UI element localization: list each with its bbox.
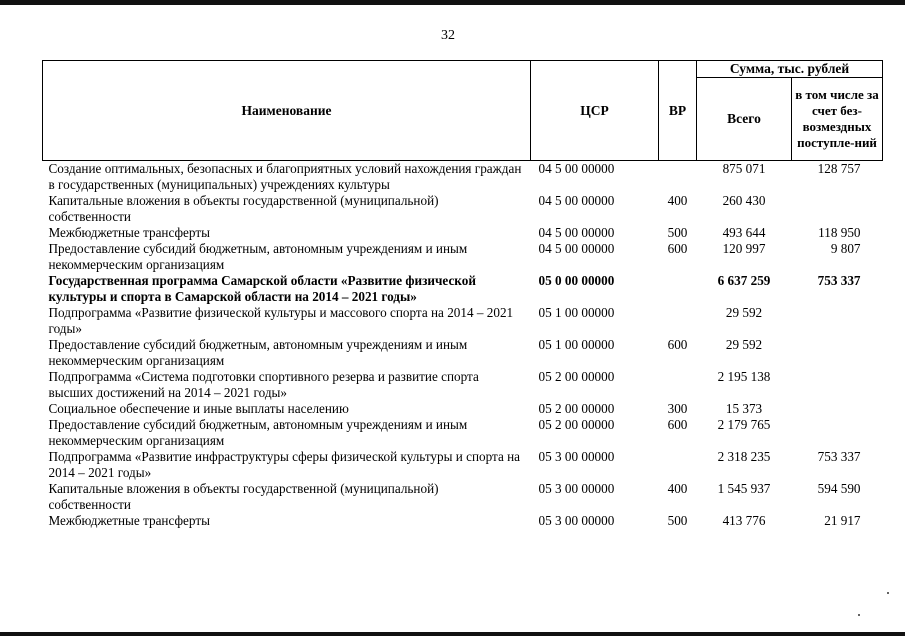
row-free-receipts: 594 590 bbox=[817, 481, 861, 496]
row-csr: 05 2 00 00000 bbox=[538, 401, 615, 416]
table-row bbox=[43, 305, 883, 337]
table-row bbox=[43, 481, 883, 513]
row-vr bbox=[659, 305, 697, 337]
row-vr: 600 bbox=[667, 241, 688, 256]
header-csr: ЦСР bbox=[531, 61, 659, 161]
row-vr bbox=[659, 449, 697, 481]
row-name: Государственная программа Самарской области «Развитие физической культуры и спорта в Самарской области на 2014 – 2021 годы» bbox=[48, 273, 476, 304]
row-free-receipts: 118 950 bbox=[818, 225, 861, 240]
row-vr: 400 bbox=[667, 193, 688, 208]
row-vr: 500 bbox=[667, 513, 688, 528]
row-total: 6 637 259 bbox=[717, 273, 771, 288]
row-csr: 04 5 00 00000 bbox=[538, 161, 615, 176]
row-total: 15 373 bbox=[725, 401, 763, 416]
table-row bbox=[43, 369, 883, 401]
row-name: Социальное обеспечение и иные выплаты населению bbox=[48, 401, 349, 416]
row-total: 1 545 937 bbox=[717, 481, 771, 496]
row-csr: 05 2 00 00000 bbox=[538, 369, 615, 384]
row-total: 260 430 bbox=[722, 193, 766, 208]
row-vr: 600 bbox=[667, 417, 688, 432]
row-csr: 05 1 00 00000 bbox=[538, 305, 615, 320]
row-csr: 05 3 00 00000 bbox=[538, 449, 615, 464]
table-row bbox=[43, 225, 883, 241]
row-csr: 05 1 00 00000 bbox=[538, 337, 615, 352]
row-total: 2 195 138 bbox=[717, 369, 771, 384]
row-name: Капитальные вложения в объекты государственной (муниципальной) собственности bbox=[48, 193, 439, 224]
row-total: 29 592 bbox=[725, 337, 763, 352]
table-row bbox=[43, 193, 883, 225]
row-free-receipts: 753 337 bbox=[817, 449, 861, 464]
header-sum-group: Сумма, тыс. рублей bbox=[697, 61, 883, 78]
row-total: 493 644 bbox=[722, 225, 766, 240]
row-free-receipts bbox=[792, 417, 883, 449]
row-total: 120 997 bbox=[722, 241, 766, 256]
row-total: 413 776 bbox=[722, 513, 766, 528]
row-vr: 300 bbox=[667, 401, 688, 416]
row-free-receipts bbox=[792, 369, 883, 401]
row-name: Межбюджетные трансферты bbox=[48, 225, 210, 240]
row-free-receipts: 9 807 bbox=[830, 241, 861, 256]
header-name: Наименование bbox=[43, 61, 531, 161]
header-vr: ВР bbox=[659, 61, 697, 161]
table-row bbox=[43, 401, 883, 417]
row-free-receipts: 21 917 bbox=[824, 513, 861, 528]
row-free-receipts: 753 337 bbox=[817, 273, 861, 288]
row-csr: 05 3 00 00000 bbox=[538, 481, 615, 496]
top-border-bar bbox=[0, 0, 905, 5]
header-free-receipts: в том числе за счет без-возмездных поступле-ний bbox=[792, 78, 883, 161]
row-total: 2 179 765 bbox=[717, 417, 771, 432]
row-free-receipts bbox=[792, 401, 883, 417]
row-name: Предоставление субсидий бюджетным, автономным учреждениям и иным некоммерческим организациям bbox=[48, 241, 468, 272]
row-free-receipts: 128 757 bbox=[817, 161, 861, 176]
row-name: Предоставление субсидий бюджетным, автономным учреждениям и иным некоммерческим организациям bbox=[48, 417, 468, 448]
table-row bbox=[43, 337, 883, 369]
row-vr: 500 bbox=[667, 225, 688, 240]
row-vr bbox=[659, 161, 697, 194]
row-csr: 04 5 00 00000 bbox=[538, 225, 615, 240]
row-name: Межбюджетные трансферты bbox=[48, 513, 210, 528]
row-total: 875 071 bbox=[722, 161, 766, 176]
row-free-receipts bbox=[792, 193, 883, 225]
bottom-border-bar bbox=[0, 632, 905, 636]
row-name: Подпрограмма «Развитие физической культуры и массового спорта на 2014 – 2021 годы» bbox=[48, 305, 514, 336]
row-total: 2 318 235 bbox=[717, 449, 771, 464]
row-total: 29 592 bbox=[725, 305, 763, 320]
table-row bbox=[43, 513, 883, 529]
table-row bbox=[43, 161, 883, 194]
scan-speck bbox=[887, 592, 889, 594]
row-name: Подпрограмма «Развитие инфраструктуры сферы физической культуры и спорта на 2014 – 2021 годы» bbox=[48, 449, 521, 480]
row-free-receipts bbox=[792, 337, 883, 369]
header-total: Всего bbox=[697, 78, 792, 161]
row-vr: 600 bbox=[667, 337, 688, 352]
row-free-receipts bbox=[792, 305, 883, 337]
row-csr: 05 0 00 00000 bbox=[538, 273, 615, 288]
row-name: Предоставление субсидий бюджетным, автономным учреждениям и иным некоммерческим организациям bbox=[48, 337, 468, 368]
table-header bbox=[43, 61, 883, 161]
row-name: Подпрограмма «Система подготовки спортивного резерва и развитие спорта высших достижений на 2014 – 2021 годы» bbox=[48, 369, 479, 400]
row-vr bbox=[659, 369, 697, 401]
row-csr: 04 5 00 00000 bbox=[538, 193, 615, 208]
row-csr: 04 5 00 00000 bbox=[538, 241, 615, 256]
row-vr: 400 bbox=[667, 481, 688, 496]
table-row bbox=[43, 273, 883, 305]
scan-speck bbox=[858, 614, 860, 616]
row-name: Капитальные вложения в объекты государственной (муниципальной) собственности bbox=[48, 481, 439, 512]
row-name: Создание оптимальных, безопасных и благоприятных условий нахождения граждан в государственных (муниципальных) учреждениях культуры bbox=[48, 161, 522, 192]
row-vr bbox=[659, 273, 697, 305]
page-number: 32 bbox=[441, 28, 455, 43]
table-row bbox=[43, 449, 883, 481]
table-row bbox=[43, 417, 883, 449]
row-csr: 05 2 00 00000 bbox=[538, 417, 615, 432]
row-csr: 05 3 00 00000 bbox=[538, 513, 615, 528]
budget-table bbox=[42, 60, 883, 529]
table-body bbox=[43, 161, 883, 530]
table-row bbox=[43, 241, 883, 273]
